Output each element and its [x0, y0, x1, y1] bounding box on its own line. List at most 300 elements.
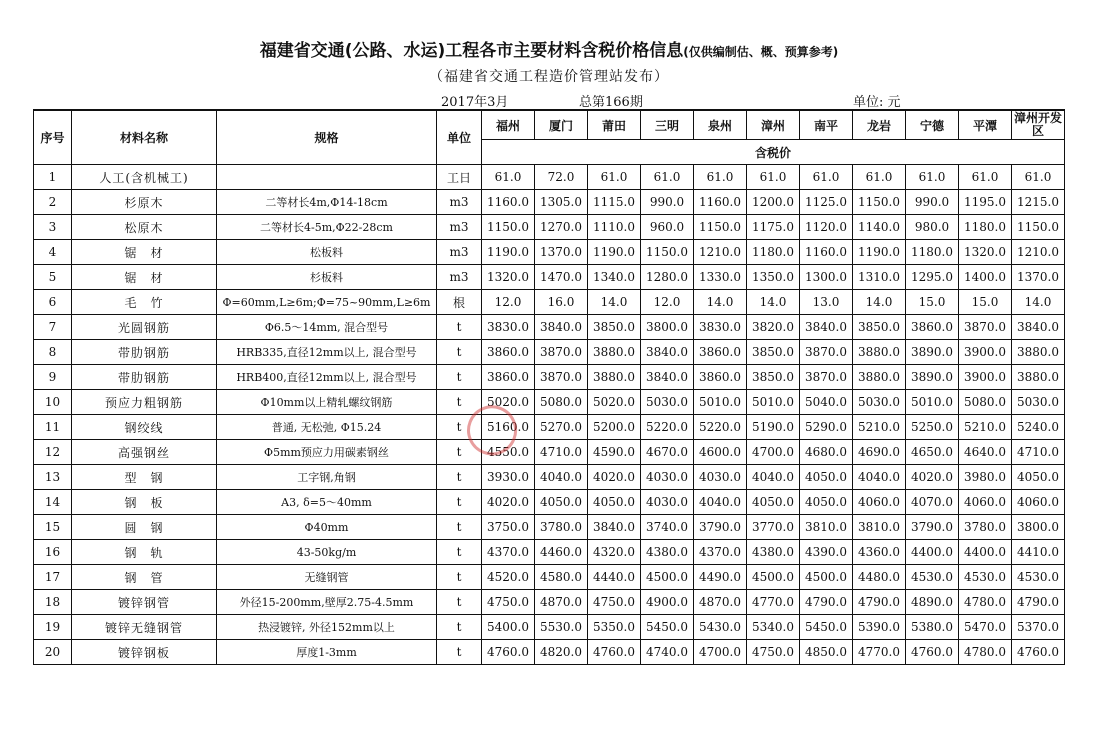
- price-cell: 5020.0: [482, 390, 535, 415]
- price-cell: 3740.0: [641, 515, 694, 540]
- material-unit: m3: [437, 215, 482, 240]
- price-cell: 4790.0: [853, 590, 906, 615]
- price-cell: 4690.0: [853, 440, 906, 465]
- price-cell: 4710.0: [535, 440, 588, 465]
- price-cell: 4500.0: [800, 565, 853, 590]
- price-cell: 5080.0: [959, 390, 1012, 415]
- price-cell: 1125.0: [800, 190, 853, 215]
- price-cell: 4040.0: [535, 465, 588, 490]
- price-cell: 1340.0: [588, 265, 641, 290]
- price-cell: 3870.0: [959, 315, 1012, 340]
- price-cell: 1150.0: [641, 240, 694, 265]
- price-cell: 4490.0: [694, 565, 747, 590]
- price-cell: 5450.0: [800, 615, 853, 640]
- price-cell: 4060.0: [1012, 490, 1065, 515]
- price-cell: 1310.0: [853, 265, 906, 290]
- price-cell: 4750.0: [482, 590, 535, 615]
- price-cell: 4850.0: [800, 640, 853, 665]
- price-cell: 3870.0: [800, 365, 853, 390]
- currency-unit-label: 单位: 元: [853, 95, 901, 110]
- price-cell: 4820.0: [535, 640, 588, 665]
- price-cell: 4060.0: [853, 490, 906, 515]
- price-cell: 3860.0: [482, 340, 535, 365]
- price-cell: 4050.0: [800, 490, 853, 515]
- price-cell: 5370.0: [1012, 615, 1065, 640]
- price-cell: 3780.0: [535, 515, 588, 540]
- price-cell: 3810.0: [800, 515, 853, 540]
- row-number: 19: [34, 615, 72, 640]
- material-name: 圆 钢: [72, 515, 217, 540]
- price-cell: 3900.0: [959, 365, 1012, 390]
- price-cell: 1320.0: [482, 265, 535, 290]
- price-cell: 4500.0: [641, 565, 694, 590]
- material-unit: m3: [437, 265, 482, 290]
- price-cell: 5200.0: [588, 415, 641, 440]
- price-cell: 1200.0: [747, 190, 800, 215]
- price-cell: 990.0: [906, 190, 959, 215]
- material-name: 光圆钢筋: [72, 315, 217, 340]
- title-main: 福建省交通(公路、水运)工程各市主要材料含税价格信息: [259, 41, 684, 61]
- table-row: [34, 615, 1065, 640]
- price-cell: 4030.0: [694, 465, 747, 490]
- price-cell: 5530.0: [535, 615, 588, 640]
- material-name: 钢绞线: [72, 415, 217, 440]
- price-cell: 5380.0: [906, 615, 959, 640]
- row-number: 20: [34, 640, 72, 665]
- price-cell: 4050.0: [588, 490, 641, 515]
- material-spec: Φ40mm: [217, 515, 437, 540]
- material-unit: t: [437, 340, 482, 365]
- price-cell: 4050.0: [535, 490, 588, 515]
- table-row: [34, 390, 1065, 415]
- price-cell: 3840.0: [641, 340, 694, 365]
- price-cell: 3890.0: [906, 340, 959, 365]
- price-cell: 4760.0: [482, 640, 535, 665]
- price-cell: 4400.0: [959, 540, 1012, 565]
- table-row: [34, 315, 1065, 340]
- material-name: 带肋钢筋: [72, 340, 217, 365]
- price-cell: 1160.0: [694, 190, 747, 215]
- price-cell: 1140.0: [853, 215, 906, 240]
- material-name: 钢 板: [72, 490, 217, 515]
- price-cell: 1115.0: [588, 190, 641, 215]
- table-row: [34, 540, 1065, 565]
- price-cell: 4320.0: [588, 540, 641, 565]
- price-cell: 61.0: [1012, 165, 1065, 190]
- price-cell: 3800.0: [1012, 515, 1065, 540]
- price-cell: 1150.0: [853, 190, 906, 215]
- price-cell: 5210.0: [959, 415, 1012, 440]
- price-cell: 4590.0: [588, 440, 641, 465]
- row-number: 8: [34, 340, 72, 365]
- table-row: [34, 640, 1065, 665]
- price-cell: 3860.0: [482, 365, 535, 390]
- price-cell: 3790.0: [694, 515, 747, 540]
- price-cell: 5430.0: [694, 615, 747, 640]
- material-unit: t: [437, 640, 482, 665]
- price-cell: 1215.0: [1012, 190, 1065, 215]
- price-cell: 5290.0: [800, 415, 853, 440]
- price-cell: 61.0: [800, 165, 853, 190]
- price-cell: 1295.0: [906, 265, 959, 290]
- table-row: [34, 590, 1065, 615]
- price-cell: 960.0: [641, 215, 694, 240]
- price-cell: 5030.0: [853, 390, 906, 415]
- price-cell: 1160.0: [482, 190, 535, 215]
- price-cell: 3850.0: [853, 315, 906, 340]
- city-header: 泉州: [694, 110, 747, 140]
- material-spec: 无缝钢管: [217, 565, 437, 590]
- price-cell: 3860.0: [906, 315, 959, 340]
- price-cell: 15.0: [959, 290, 1012, 315]
- price-cell: 1210.0: [1012, 240, 1065, 265]
- price-cell: 1110.0: [588, 215, 641, 240]
- material-spec: 二等材长4m,Φ14-18cm: [217, 190, 437, 215]
- material-name: 镀锌钢管: [72, 590, 217, 615]
- price-cell: 1120.0: [800, 215, 853, 240]
- price-cell: 4580.0: [535, 565, 588, 590]
- price-cell: 5270.0: [535, 415, 588, 440]
- price-cell: 15.0: [906, 290, 959, 315]
- price-cell: 4770.0: [853, 640, 906, 665]
- price-cell: 5240.0: [1012, 415, 1065, 440]
- price-cell: 4480.0: [853, 565, 906, 590]
- price-cell: 1190.0: [588, 240, 641, 265]
- city-header: 莆田: [588, 110, 641, 140]
- col-spec-header: 规格: [217, 110, 437, 165]
- price-cell: 4600.0: [694, 440, 747, 465]
- price-cell: 3830.0: [482, 315, 535, 340]
- city-header: 三明: [641, 110, 694, 140]
- price-cell: 3840.0: [1012, 315, 1065, 340]
- material-unit: t: [437, 390, 482, 415]
- price-cell: 14.0: [588, 290, 641, 315]
- price-cell: 4410.0: [1012, 540, 1065, 565]
- material-unit: t: [437, 540, 482, 565]
- price-cell: 3880.0: [588, 340, 641, 365]
- city-header: 平潭: [959, 110, 1012, 140]
- price-cell: 4440.0: [588, 565, 641, 590]
- material-name: 带肋钢筋: [72, 365, 217, 390]
- price-cell: 3850.0: [588, 315, 641, 340]
- price-cell: 3830.0: [694, 315, 747, 340]
- material-unit: t: [437, 415, 482, 440]
- row-number: 15: [34, 515, 72, 540]
- price-cell: 4360.0: [853, 540, 906, 565]
- material-spec: HRB335,直径12mm以上, 混合型号: [217, 340, 437, 365]
- price-cell: 4500.0: [747, 565, 800, 590]
- price-cell: 3880.0: [1012, 365, 1065, 390]
- price-cell: 3980.0: [959, 465, 1012, 490]
- price-cell: 3850.0: [747, 365, 800, 390]
- table-row: [34, 215, 1065, 240]
- price-cell: 4030.0: [641, 465, 694, 490]
- price-cell: 4370.0: [694, 540, 747, 565]
- price-cell: 1370.0: [535, 240, 588, 265]
- price-cell: 1280.0: [641, 265, 694, 290]
- material-spec: HRB400,直径12mm以上, 混合型号: [217, 365, 437, 390]
- price-cell: 1270.0: [535, 215, 588, 240]
- table-row: [34, 190, 1065, 215]
- price-cell: 4050.0: [800, 465, 853, 490]
- price-cell: 61.0: [959, 165, 1012, 190]
- material-name: 预应力粗钢筋: [72, 390, 217, 415]
- table-row: [34, 490, 1065, 515]
- material-unit: t: [437, 515, 482, 540]
- price-cell: 5010.0: [906, 390, 959, 415]
- price-cell: 3880.0: [853, 340, 906, 365]
- period-label: 2017年3月: [441, 95, 509, 110]
- price-cell: 4780.0: [959, 590, 1012, 615]
- price-cell: 3840.0: [588, 515, 641, 540]
- price-cell: 1300.0: [800, 265, 853, 290]
- row-number: 13: [34, 465, 72, 490]
- price-cell: 1150.0: [482, 215, 535, 240]
- material-unit: t: [437, 365, 482, 390]
- city-header: 漳州: [747, 110, 800, 140]
- material-unit: t: [437, 615, 482, 640]
- material-name: 钢 轨: [72, 540, 217, 565]
- price-cell: 1400.0: [959, 265, 1012, 290]
- title-note: (仅供编制估、概、预算参考): [683, 45, 839, 59]
- row-number: 17: [34, 565, 72, 590]
- price-cell: 4870.0: [694, 590, 747, 615]
- material-name: 毛 竹: [72, 290, 217, 315]
- material-name: 松原木: [72, 215, 217, 240]
- table-row: [34, 415, 1065, 440]
- price-cell: 4530.0: [906, 565, 959, 590]
- row-number: 18: [34, 590, 72, 615]
- price-cell: 5350.0: [588, 615, 641, 640]
- row-number: 4: [34, 240, 72, 265]
- price-cell: 1320.0: [959, 240, 1012, 265]
- price-cell: 5160.0: [482, 415, 535, 440]
- material-spec: Φ=60mm,L≥6m;Φ=75~90mm,L≥6m: [217, 290, 437, 315]
- price-cell: 4550.0: [482, 440, 535, 465]
- price-cell: 4520.0: [482, 565, 535, 590]
- material-spec: 松板料: [217, 240, 437, 265]
- price-cell: 5340.0: [747, 615, 800, 640]
- price-cell: 4040.0: [694, 490, 747, 515]
- price-cell: 4380.0: [747, 540, 800, 565]
- price-cell: 13.0: [800, 290, 853, 315]
- price-cell: 3860.0: [694, 340, 747, 365]
- price-cell: 4870.0: [535, 590, 588, 615]
- material-spec: Φ10mm以上精轧螺纹钢筋: [217, 390, 437, 415]
- price-cell: 61.0: [482, 165, 535, 190]
- city-header: 南平: [800, 110, 853, 140]
- price-cell: 4680.0: [800, 440, 853, 465]
- price-cell: 3870.0: [535, 365, 588, 390]
- price-cell: 5080.0: [535, 390, 588, 415]
- price-cell: 990.0: [641, 190, 694, 215]
- price-cell: 4390.0: [800, 540, 853, 565]
- price-cell: 5390.0: [853, 615, 906, 640]
- material-unit: m3: [437, 190, 482, 215]
- table-body: [34, 165, 1065, 665]
- price-cell: 4400.0: [906, 540, 959, 565]
- material-unit: t: [437, 440, 482, 465]
- price-cell: 1180.0: [959, 215, 1012, 240]
- table-row: [34, 465, 1065, 490]
- price-cell: 4460.0: [535, 540, 588, 565]
- page-title: [0, 36, 1098, 61]
- table-row: [34, 365, 1065, 390]
- material-name: 锯 材: [72, 240, 217, 265]
- table-row: [34, 440, 1065, 465]
- price-cell: 1350.0: [747, 265, 800, 290]
- price-cell: 3750.0: [482, 515, 535, 540]
- material-name: 高强钢丝: [72, 440, 217, 465]
- price-cell: 5020.0: [588, 390, 641, 415]
- row-number: 7: [34, 315, 72, 340]
- price-cell: 4640.0: [959, 440, 1012, 465]
- price-cell: 4030.0: [641, 490, 694, 515]
- price-cell: 1180.0: [906, 240, 959, 265]
- material-spec: [217, 165, 437, 190]
- price-cell: 5190.0: [747, 415, 800, 440]
- row-number: 9: [34, 365, 72, 390]
- price-cell: 1470.0: [535, 265, 588, 290]
- material-unit: m3: [437, 240, 482, 265]
- table-row: [34, 340, 1065, 365]
- price-cell: 61.0: [641, 165, 694, 190]
- price-cell: 12.0: [482, 290, 535, 315]
- price-cell: 16.0: [535, 290, 588, 315]
- material-name: 人工(含机械工): [72, 165, 217, 190]
- price-cell: 1195.0: [959, 190, 1012, 215]
- price-cell: 1330.0: [694, 265, 747, 290]
- material-unit: t: [437, 465, 482, 490]
- tax-price-group-header: 含税价: [482, 140, 1065, 165]
- price-cell: 3840.0: [535, 315, 588, 340]
- row-number: 12: [34, 440, 72, 465]
- price-cell: 4770.0: [747, 590, 800, 615]
- price-cell: 72.0: [535, 165, 588, 190]
- price-cell: 4760.0: [1012, 640, 1065, 665]
- material-name: 杉原木: [72, 190, 217, 215]
- price-cell: 4750.0: [747, 640, 800, 665]
- material-unit: 根: [437, 290, 482, 315]
- price-cell: 5030.0: [1012, 390, 1065, 415]
- price-cell: 3840.0: [800, 315, 853, 340]
- material-unit: t: [437, 490, 482, 515]
- price-cell: 12.0: [641, 290, 694, 315]
- row-number: 6: [34, 290, 72, 315]
- material-spec: 热浸镀锌, 外径152mm以上: [217, 615, 437, 640]
- price-cell: 1190.0: [482, 240, 535, 265]
- price-cell: 61.0: [747, 165, 800, 190]
- price-cell: 3820.0: [747, 315, 800, 340]
- price-cell: 14.0: [1012, 290, 1065, 315]
- price-cell: 4900.0: [641, 590, 694, 615]
- table-row: [34, 565, 1065, 590]
- price-cell: 1150.0: [694, 215, 747, 240]
- header-row: [34, 110, 1065, 140]
- price-cell: 3810.0: [853, 515, 906, 540]
- price-cell: 61.0: [906, 165, 959, 190]
- material-name: 型 钢: [72, 465, 217, 490]
- price-cell: 5010.0: [747, 390, 800, 415]
- price-cell: 3880.0: [853, 365, 906, 390]
- price-cell: 4700.0: [694, 640, 747, 665]
- row-number: 1: [34, 165, 72, 190]
- material-spec: Φ5mm预应力用碳素钢丝: [217, 440, 437, 465]
- price-cell: 4790.0: [1012, 590, 1065, 615]
- row-number: 2: [34, 190, 72, 215]
- price-cell: 4070.0: [906, 490, 959, 515]
- price-cell: 4020.0: [906, 465, 959, 490]
- row-number: 10: [34, 390, 72, 415]
- table-row: [34, 290, 1065, 315]
- price-cell: 14.0: [747, 290, 800, 315]
- price-cell: 4890.0: [906, 590, 959, 615]
- price-cell: 5040.0: [800, 390, 853, 415]
- city-header: 漳州开发区: [1012, 110, 1065, 140]
- price-cell: 4700.0: [747, 440, 800, 465]
- row-number: 14: [34, 490, 72, 515]
- col-unit-header: 单位: [437, 110, 482, 165]
- price-cell: 14.0: [694, 290, 747, 315]
- price-cell: 4790.0: [800, 590, 853, 615]
- row-number: 16: [34, 540, 72, 565]
- material-spec: A3, δ=5～40mm: [217, 490, 437, 515]
- price-cell: 5030.0: [641, 390, 694, 415]
- row-number: 11: [34, 415, 72, 440]
- material-name: 锯 材: [72, 265, 217, 290]
- price-cell: 5470.0: [959, 615, 1012, 640]
- price-cell: 3860.0: [694, 365, 747, 390]
- price-cell: 3880.0: [588, 365, 641, 390]
- price-cell: 4740.0: [641, 640, 694, 665]
- price-cell: 3840.0: [641, 365, 694, 390]
- material-name: 钢 管: [72, 565, 217, 590]
- price-cell: 4040.0: [747, 465, 800, 490]
- price-cell: 1210.0: [694, 240, 747, 265]
- price-cell: 4710.0: [1012, 440, 1065, 465]
- material-spec: 二等材长4-5m,Φ22-28cm: [217, 215, 437, 240]
- city-header: 宁德: [906, 110, 959, 140]
- table-row: [34, 165, 1065, 190]
- price-cell: 3890.0: [906, 365, 959, 390]
- city-header: 福州: [482, 110, 535, 140]
- price-cell: 3790.0: [906, 515, 959, 540]
- price-cell: 4780.0: [959, 640, 1012, 665]
- material-name: 镀锌无缝钢管: [72, 615, 217, 640]
- row-number: 3: [34, 215, 72, 240]
- price-cell: 3770.0: [747, 515, 800, 540]
- table-row: [34, 265, 1065, 290]
- col-seq-header: 序号: [34, 110, 72, 165]
- price-cell: 4050.0: [747, 490, 800, 515]
- city-header: 龙岩: [853, 110, 906, 140]
- price-cell: 61.0: [694, 165, 747, 190]
- issue-label: 总第166期: [579, 95, 643, 110]
- price-cell: 3880.0: [1012, 340, 1065, 365]
- price-cell: 4050.0: [1012, 465, 1065, 490]
- material-spec: 工字钢,角钢: [217, 465, 437, 490]
- price-cell: 4760.0: [588, 640, 641, 665]
- price-cell: 1190.0: [853, 240, 906, 265]
- material-unit: t: [437, 565, 482, 590]
- price-cell: 1305.0: [535, 190, 588, 215]
- price-cell: 4380.0: [641, 540, 694, 565]
- material-unit: 工日: [437, 165, 482, 190]
- material-unit: t: [437, 315, 482, 340]
- price-cell: 5210.0: [853, 415, 906, 440]
- material-spec: 普通, 无松弛, Φ15.24: [217, 415, 437, 440]
- col-name-header: 材料名称: [72, 110, 217, 165]
